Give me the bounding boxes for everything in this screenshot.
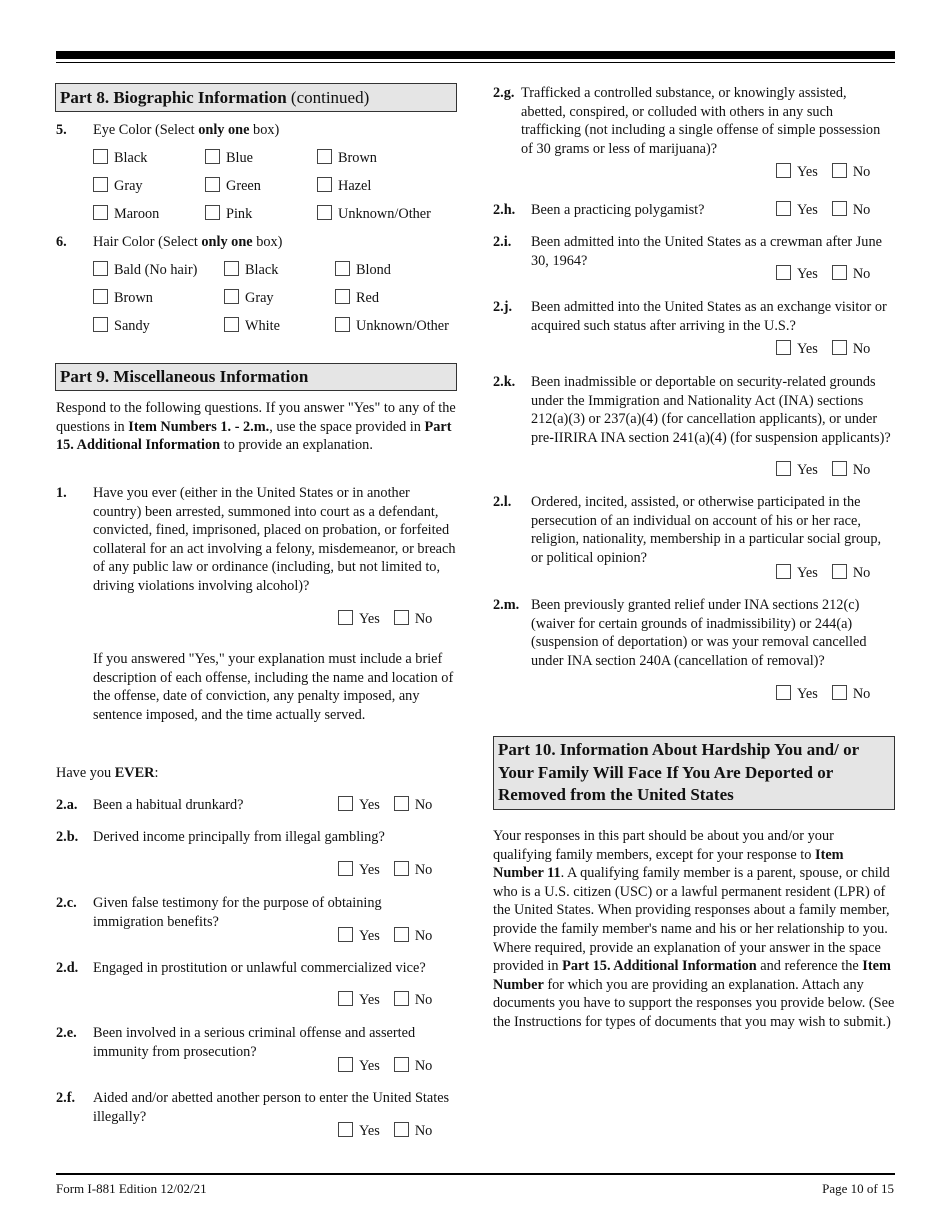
eye-option-hazel[interactable]: Hazel [317, 177, 371, 196]
q2a-number: 2.a. [56, 797, 78, 813]
no-checkbox[interactable] [832, 201, 847, 216]
q2c-number: 2.c. [56, 895, 77, 911]
q2b-yes-no: Yes No [338, 861, 432, 880]
no-checkbox[interactable] [394, 1057, 409, 1072]
q2a-yes-no: Yes No [338, 796, 432, 815]
have-you-ever: Have you EVER: [56, 765, 159, 781]
yes-checkbox[interactable] [338, 1057, 353, 1072]
q2l-yes-no: Yes No [776, 564, 870, 583]
no-checkbox[interactable] [832, 340, 847, 355]
no-checkbox[interactable] [394, 610, 409, 625]
checkbox[interactable] [335, 317, 350, 332]
q2c-yes-no: Yes No [338, 927, 432, 946]
q2d-text: Engaged in prostitution or unlawful commercialized vice? [93, 960, 426, 976]
q2k-yes-no: Yes No [776, 461, 870, 480]
header-thick-rule [56, 51, 895, 59]
q2e-yes-no: Yes No [338, 1057, 432, 1076]
yes-checkbox[interactable] [338, 927, 353, 942]
q2g-yes-no: Yes No [776, 163, 870, 182]
q6-label: Hair Color (Select only one box) [93, 234, 283, 250]
q2h-number: 2.h. [493, 202, 516, 218]
q2g-number: 2.g. [493, 85, 515, 101]
q2i-number: 2.i. [493, 234, 512, 250]
q1-note: If you answered "Yes," your explanation must include a brief description of each offense, including the name and location of the offense, date of conviction, any penalty imposed, any sentence imposed, and the time actually served. [93, 651, 454, 723]
checkbox[interactable] [205, 177, 220, 192]
hair-option-bald[interactable]: Bald (No hair) [93, 261, 197, 280]
part10-intro: Your responses in this part should be about you and/or your qualifying family members, except for your response to Item Number 11. A qualifying family member is a parent, spouse, or child who is a U.S. citizen (USC) or a lawful permanent resident (LPR) of the United States. When providing responses about a family member, provide the family member's name and his or her relationship to you. Where required, provide an explanation of your answer in the space provided in Part 15. Additional Information and reference the Item Number for which you are providing an explanation. Attach any documents you have to support the responses you provide below. (See the Instructions for types of documents that you may wish to submit.) [493, 828, 895, 1030]
q2b-text: Derived income principally from illegal gambling? [93, 829, 385, 845]
q2h-yes-no: Yes No [776, 201, 870, 220]
checkbox[interactable] [93, 205, 108, 220]
q2d-yes-no: Yes No [338, 991, 432, 1010]
footer-form-edition: Form I-881 Edition 12/02/21 [56, 1181, 207, 1196]
checkbox[interactable] [93, 149, 108, 164]
q1-yes-no: Yes No [338, 610, 432, 629]
checkbox[interactable] [205, 205, 220, 220]
yes-checkbox[interactable] [338, 610, 353, 625]
q5-label: Eye Color (Select only one box) [93, 122, 280, 138]
eye-option-blue[interactable]: Blue [205, 149, 253, 168]
no-checkbox[interactable] [394, 991, 409, 1006]
part9-header: Part 9. Miscellaneous Information [55, 363, 457, 391]
hair-option-blond[interactable]: Blond [335, 261, 391, 280]
hair-option-gray[interactable]: Gray [224, 289, 274, 308]
q2m-text: Been previously granted relief under INA sections 212(c) (waiver for certain grounds of inadmissibility) or 244(a) (suspension of deportation) or was your removal cancelled under INA section 240A (cancellation of removal)? [531, 597, 867, 669]
no-checkbox[interactable] [394, 927, 409, 942]
checkbox[interactable] [93, 289, 108, 304]
yes-checkbox[interactable] [338, 796, 353, 811]
hair-option-red[interactable]: Red [335, 289, 379, 308]
hair-option-sandy[interactable]: Sandy [93, 317, 150, 336]
eye-option-brown[interactable]: Brown [317, 149, 377, 168]
no-checkbox[interactable] [832, 163, 847, 178]
checkbox[interactable] [93, 317, 108, 332]
checkbox[interactable] [93, 177, 108, 192]
q5-number: 5. [56, 122, 67, 138]
eye-option-green[interactable]: Green [205, 177, 261, 196]
q2l-number: 2.l. [493, 494, 512, 510]
yes-checkbox[interactable] [776, 461, 791, 476]
yes-checkbox[interactable] [776, 340, 791, 355]
q2m-yes-no: Yes No [776, 685, 870, 704]
eye-option-black[interactable]: Black [93, 149, 147, 168]
hair-option-black[interactable]: Black [224, 261, 278, 280]
no-checkbox[interactable] [832, 461, 847, 476]
part9-intro: Respond to the following questions. If you answer "Yes" to any of the questions in Item Numbers 1. - 2.m., use the space provided in Part 15. Additional Information to provide an explanation. [56, 400, 456, 454]
part8-title: Part 8. Biographic Information [60, 88, 287, 107]
hair-option-unknown[interactable]: Unknown/Other [335, 317, 449, 336]
no-checkbox[interactable] [832, 685, 847, 700]
yes-checkbox[interactable] [776, 201, 791, 216]
q2e-number: 2.e. [56, 1025, 77, 1041]
q2c-text: Given false testimony for the purpose of obtaining immigration benefits? [93, 895, 382, 930]
part8-header [55, 83, 457, 112]
eye-option-maroon[interactable]: Maroon [93, 205, 159, 224]
part8-continued: (continued) [290, 88, 370, 107]
header-thin-rule [56, 62, 895, 63]
yes-checkbox[interactable] [776, 564, 791, 579]
part10-header: Part 10. Information About Hardship You and/ or Your Family Will Face If You Are Deported or Removed from the United States [493, 736, 895, 810]
footer-rule [56, 1173, 895, 1175]
checkbox[interactable] [317, 149, 332, 164]
yes-checkbox[interactable] [338, 991, 353, 1006]
q2f-text: Aided and/or abetted another person to enter the United States illegally? [93, 1090, 450, 1125]
no-checkbox[interactable] [832, 265, 847, 280]
no-checkbox[interactable] [394, 796, 409, 811]
q2j-text: Been admitted into the United States as an exchange visitor or acquired such status after arriving in the U.S.? [531, 299, 887, 334]
footer-page-number: Page 10 of 15 [822, 1181, 894, 1196]
eye-option-unknown[interactable]: Unknown/Other [317, 205, 431, 224]
q2d-number: 2.d. [56, 960, 79, 976]
q2l-text: Ordered, incited, assisted, or otherwise participated in the persecution of an individual on account of his or her race, religion, nationality, membership in a particular social group, or political opinion? [531, 494, 882, 566]
q2i-yes-no: Yes No [776, 265, 870, 284]
hair-option-white[interactable]: White [224, 317, 280, 336]
yes-checkbox[interactable] [776, 163, 791, 178]
checkbox[interactable] [317, 205, 332, 220]
q2a-text: Been a habitual drunkard? [93, 797, 244, 813]
q2j-yes-no: Yes No [776, 340, 870, 359]
q2j-number: 2.j. [493, 299, 513, 315]
q6-number: 6. [56, 234, 67, 250]
checkbox[interactable] [224, 317, 239, 332]
q2i-text: Been admitted into the United States as a crewman after June 30, 1964? [531, 234, 882, 269]
hair-option-brown[interactable]: Brown [93, 289, 153, 308]
q2m-number: 2.m. [493, 597, 520, 613]
yes-checkbox[interactable] [776, 265, 791, 280]
q2e-text: Been involved in a serious criminal offense and asserted immunity from prosecution? [93, 1025, 416, 1060]
q2f-yes-no: Yes No [338, 1122, 432, 1141]
q1-number: 1. [56, 485, 67, 501]
checkbox[interactable] [224, 261, 239, 276]
checkbox[interactable] [335, 261, 350, 276]
q2k-number: 2.k. [493, 374, 516, 390]
no-checkbox[interactable] [394, 861, 409, 876]
yes-checkbox[interactable] [776, 685, 791, 700]
q2k-text: Been inadmissible or deportable on security-related grounds under the Immigration and Nationality Act (INA) sections 212(a)(3) or 237(a)(4) (for cancellation applicants), or under pre-IIRIRA INA section 241(a)(4) (for suspension applicants)? [531, 374, 891, 446]
checkbox[interactable] [93, 261, 108, 276]
checkbox[interactable] [335, 289, 350, 304]
q2f-number: 2.f. [56, 1090, 76, 1106]
q2b-number: 2.b. [56, 829, 79, 845]
yes-checkbox[interactable] [338, 861, 353, 876]
no-checkbox[interactable] [832, 564, 847, 579]
yes-checkbox[interactable] [338, 1122, 353, 1137]
checkbox[interactable] [317, 177, 332, 192]
q2g-text: Trafficked a controlled substance, or knowingly assisted, abetted, conspired, or colluded with others in any such trafficking (not including a single offense of simple possession of 30 grams or less of marijuana)? [521, 85, 881, 157]
eye-option-pink[interactable]: Pink [205, 205, 252, 224]
q1-text: Have you ever (either in the United States or in another country) been arrested, summoned into court as a defendant, convicted, fined, imprisoned, placed on probation, or forfeited collateral for an act involving a felony, misdemeanor, or breach of any public law or ordinance (including, but not limited to, driving violations involving alcohol)? [93, 485, 456, 594]
no-checkbox[interactable] [394, 1122, 409, 1137]
eye-option-gray[interactable]: Gray [93, 177, 143, 196]
checkbox[interactable] [224, 289, 239, 304]
checkbox[interactable] [205, 149, 220, 164]
q2h-text: Been a practicing polygamist? [531, 202, 705, 218]
